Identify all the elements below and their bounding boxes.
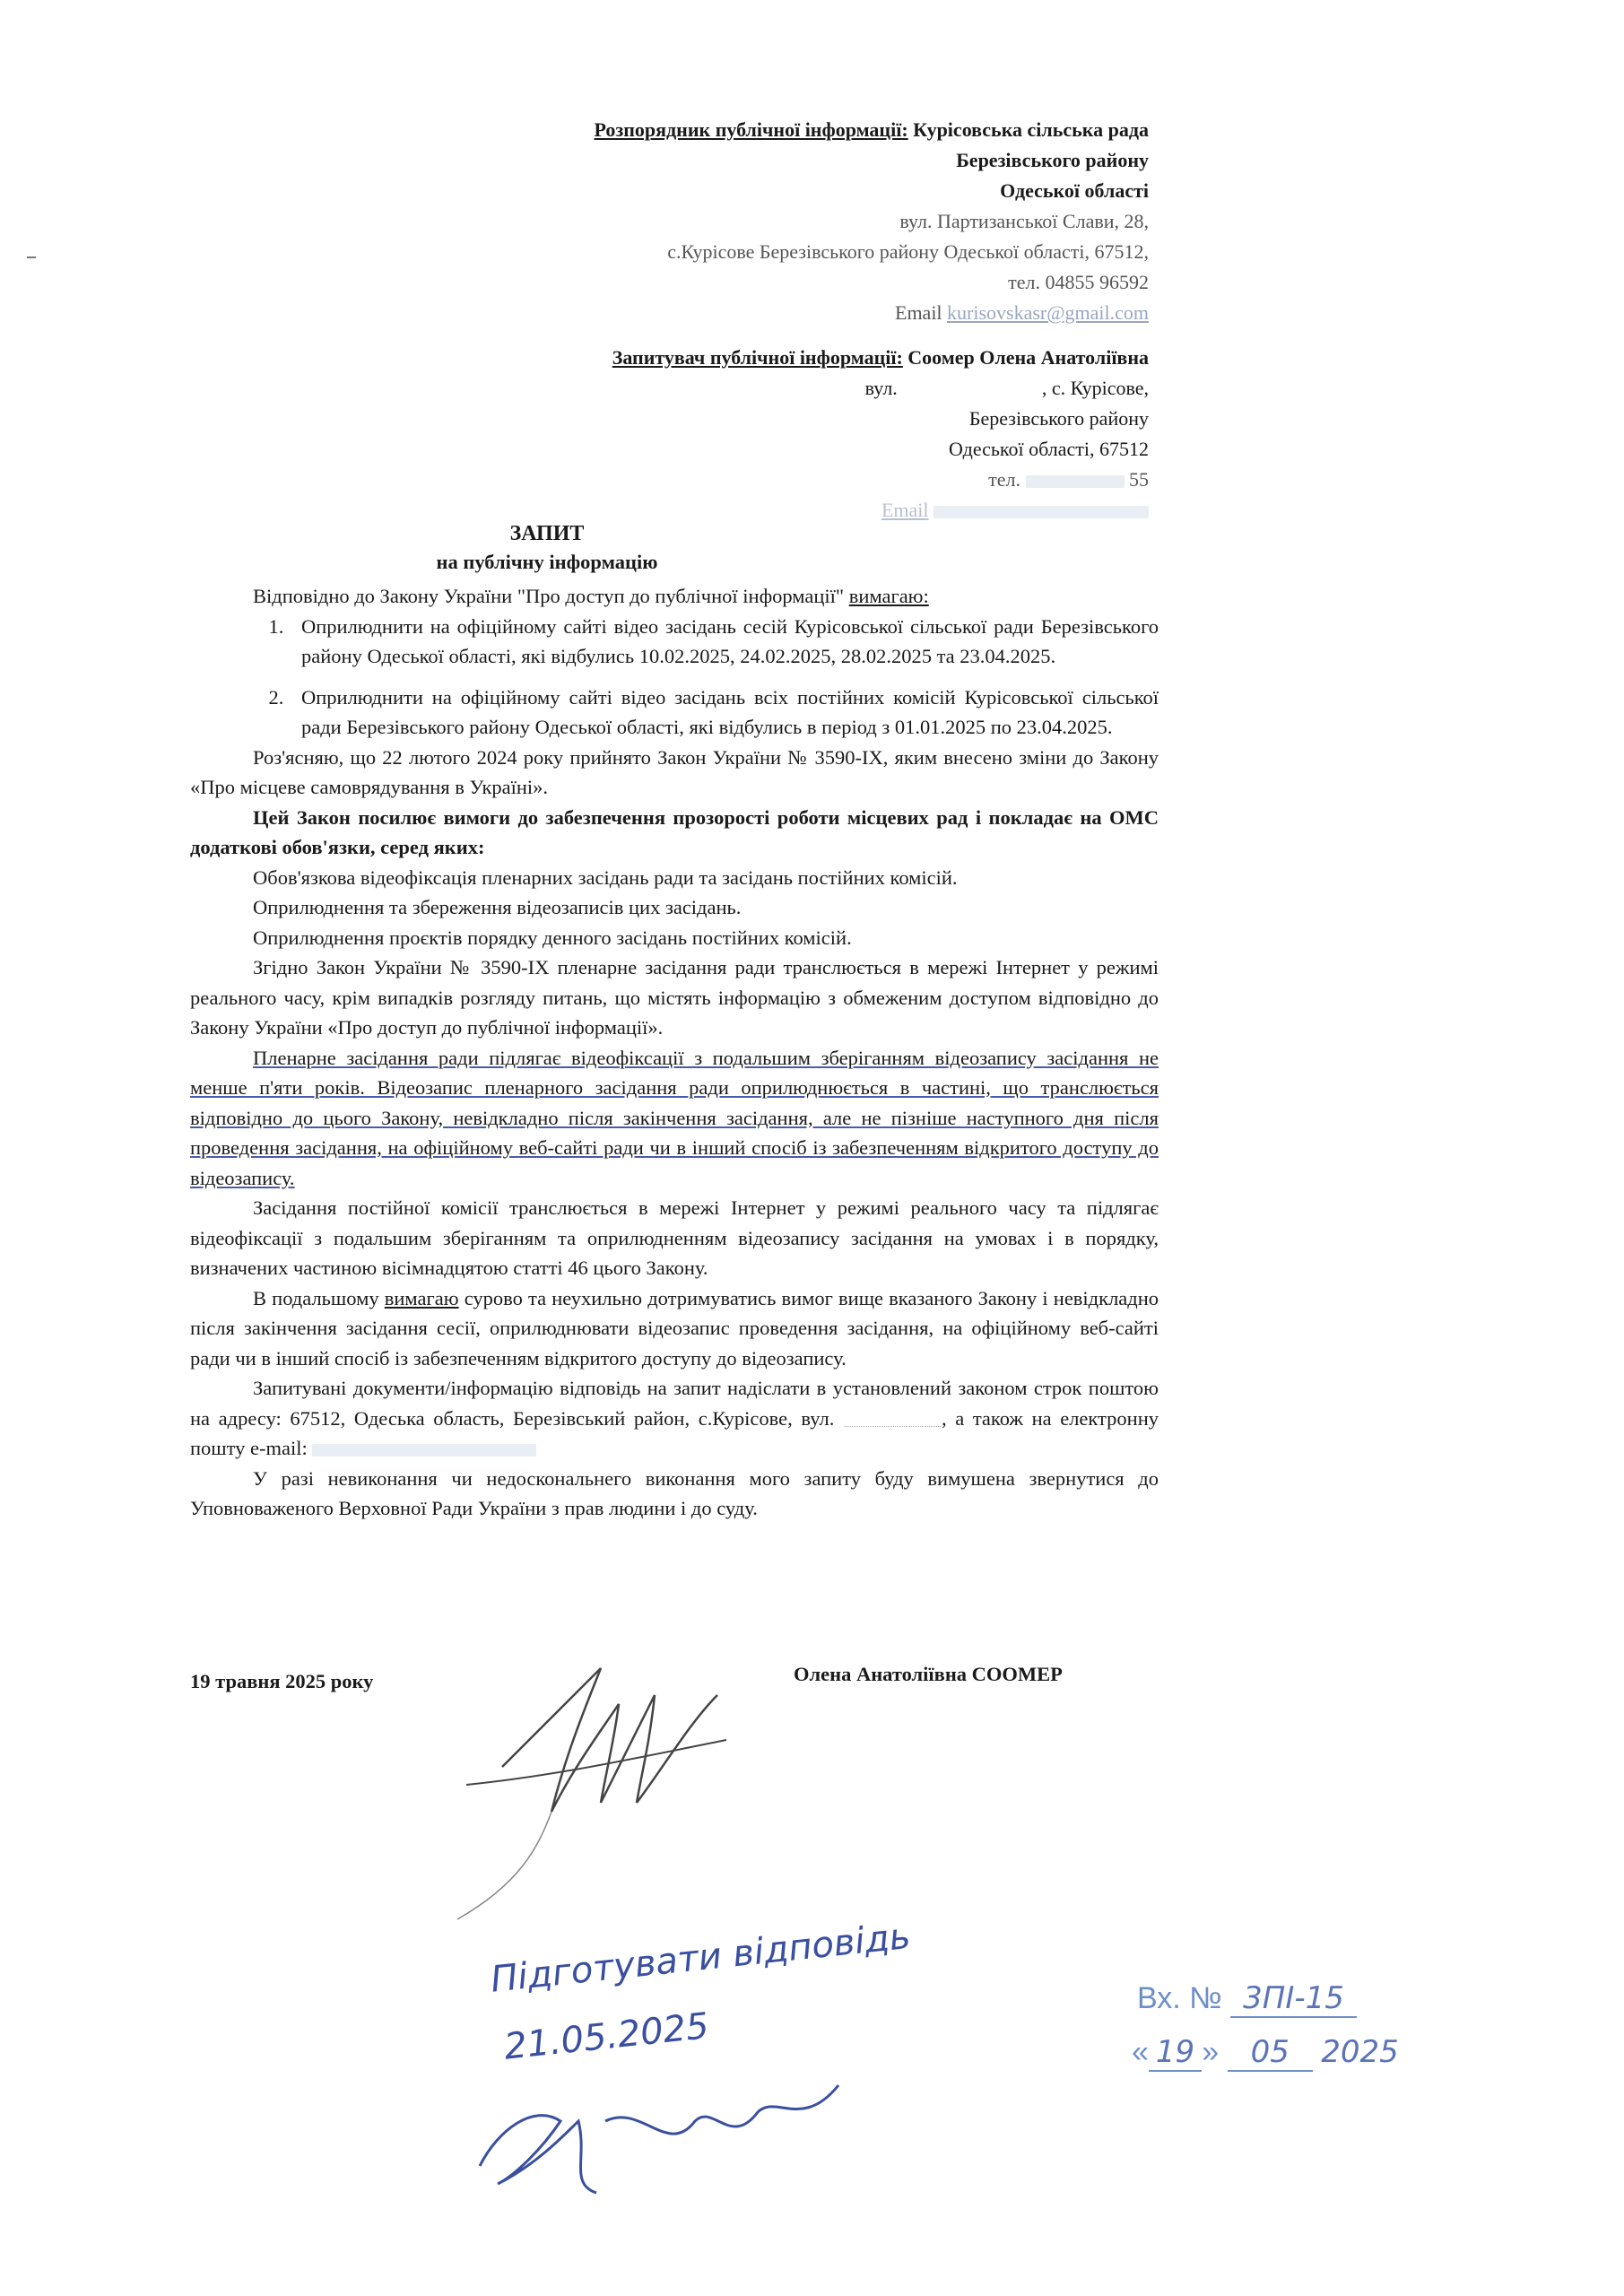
requester-phone: [612, 465, 1149, 495]
scan-mark: [27, 257, 36, 258]
commission-paragraph: Засідання постійної комісії транслюється в мережі Інтернет у режимі реального часу та підлягає відеофіксації з подальшим зберіганням та оприлюдненням відеозапису засідання на умовах і в порядку, визначених частиною вісімнадцятою статті 46 цього Закону.: [190, 1196, 1159, 1279]
manager-block: [595, 115, 1150, 328]
redaction: [843, 1413, 942, 1427]
requester-address2: Березівського району: [968, 407, 1149, 430]
requester-phone-suffix: 55: [1129, 468, 1149, 491]
stamp-year: 2025: [1321, 2034, 1399, 2070]
manager-phone: тел. 04855 96592: [1008, 271, 1149, 293]
requester-line: [612, 343, 1149, 373]
redaction: [934, 506, 1149, 518]
requester-email-line: [612, 495, 1149, 526]
demand-paragraph: [190, 1283, 1159, 1374]
requester-street-prefix: вул.: [864, 377, 898, 399]
stamp-number: 3ПІ-15: [1230, 1980, 1357, 2018]
manager-name: Курісовська сільська рада: [913, 118, 1149, 141]
duty-item: Обов'язкова відеофіксація пленарних засідань ради та засідань постійних комісій.: [253, 865, 958, 889]
manager-label: Розпорядник публічної інформації:: [594, 118, 908, 141]
request-item: 1. Оприлюднити на офіційному сайті відео засідань сесій Курісовської сільської ради Березівського району Одеської області, які відбулись 10.02.2025, 24.02.2025, 28.02.2025 та 23.04.2025.: [289, 612, 1159, 672]
registration-stamp: [1137, 1980, 1357, 2016]
stamp-prefix: Вх. №: [1137, 1981, 1222, 2015]
intro-demand: вимагаю:: [848, 585, 929, 607]
warning-paragraph: У разі невиконання чи недоскональнего виконання мого запиту буду вимушена звернутися до Уповноваженого Верховної Ради України з прав людини і до суду.: [190, 1466, 1159, 1519]
broadcast-paragraph: Згідно Закон України № 3590-IX пленарне засідання ради транслюється в мережі Інтернет у режимі реального часу, крім випадків розгляду питань, що містять інформацію з обмеженим доступом відповідно до Закону України «Про доступ до публічної інформації».: [190, 956, 1159, 1039]
requester-label: Запитувач публічної інформації:: [612, 346, 903, 369]
stamp-day: 19: [1149, 2034, 1202, 2072]
redaction: [902, 384, 1037, 396]
demand-word: вимагаю: [384, 1286, 459, 1309]
law-paragraph: Цей Закон посилює вимоги до забезпечення прозорості роботи місцевих рад і покладає на ОМС додаткові обов'язки, серед яких:: [190, 805, 1159, 858]
document-subtitle: на публічну інформацію: [436, 551, 658, 573]
stamp-date: « 19 » 05 2025: [1132, 2034, 1399, 2070]
explain-paragraph: Роз'ясняю, що 22 лютого 2024 року прийнято Закон України № 3590-IX, яким внесено зміни до Закону «Про місцеве самоврядування в Україні».: [190, 745, 1159, 798]
redaction: [312, 1444, 536, 1457]
requester-block: [612, 343, 1149, 526]
requester-email-label: Email: [881, 499, 929, 521]
document-date: 19 травня 2025 року: [190, 1670, 374, 1692]
demand-rest: сурово та неухильно дотримуватись вимог вище вказаного Закону і невідкладно після закінчення засідання сесії, оприлюднювати відеозапис проведення засідання, на офіційному веб-сайті ради чи в інший спосіб із забезпеченням відкритого доступу до відеозапису.: [190, 1286, 1159, 1370]
request-item: 2. Оприлюднити на офіційному сайті відео засідань всіх постійних комісій Курісовської сільської ради Березівського району Одеської області, які відбулись в період з 01.01.2025 по 23.04.2025.: [289, 683, 1159, 743]
manager-line: [595, 115, 1150, 145]
redaction: [1026, 475, 1125, 488]
requester-village: , с. Курісове,: [1041, 377, 1149, 399]
document-title: ЗАПИТ: [509, 522, 585, 545]
stamp-month: 05: [1228, 2034, 1313, 2072]
response-mid: , а також на електронну пошту e-mail:: [190, 1406, 1159, 1459]
manager-address1: вул. Партизанської Слави, 28,: [899, 210, 1149, 232]
intro-paragraph: [190, 581, 1159, 612]
underlined-paragraph: Пленарне засідання ради підлягає відеофіксації з подальшим зберіганням відеозапису засідання не менше п'яти років. Відеозапис пленарного засідання ради оприлюднюється в частині, що транслюється відповідно до цього Закону, невідкладно після закінчення засідання, але не пізніше наступного дня після проведення засідання, на офіційному веб-сайті ради чи в інший спосіб із забезпеченням відкритого доступу до відеозапису.: [190, 1046, 1159, 1189]
manager-email-value: kurisovskasr@gmail.com: [947, 301, 1149, 324]
handwritten-date: 21.05.2025: [502, 2005, 711, 2068]
manager-email-line: [595, 298, 1150, 328]
manager-district: Березівського району: [956, 149, 1149, 171]
signer-name: Олена Анатоліївна СООМЕР: [794, 1663, 1063, 1685]
requester-name: Соомер Олена Анатоліївна: [908, 346, 1149, 369]
handwritten-resolution: Підготувати відповідь: [489, 1915, 913, 2001]
response-paragraph: [190, 1373, 1159, 1464]
duty-item: Оприлюднення проєктів порядку денного засідань постійних комісій.: [253, 926, 852, 949]
response-prefix: Запитувані документи/інформацію відповідь на запит надіслати в установлений законом строк поштою на адресу: 67512, Одеська область, Березівський район, с.Курісове, вул.: [190, 1377, 1159, 1430]
resolution-signature: [462, 2067, 856, 2202]
requester-address1: [612, 373, 1149, 404]
manager-region: Одеської області: [1000, 179, 1149, 202]
intro-text: Відповідно до Закону України "Про доступ до публічної інформації": [253, 585, 845, 607]
requester-address3: Одеської області, 67512: [949, 438, 1149, 460]
document-body: [190, 581, 1159, 1524]
requester-phone-prefix: тел.: [988, 468, 1020, 491]
duty-item: Оприлюднення та збереження відеозаписів цих засідань.: [253, 896, 742, 918]
signature: [448, 1632, 735, 1928]
request-list: [190, 612, 1159, 743]
demand-prefix: В подальшому: [253, 1286, 379, 1309]
manager-email-label: Email: [895, 301, 942, 324]
manager-address2: с.Курісове Березівського району Одеської області, 67512,: [667, 240, 1149, 263]
